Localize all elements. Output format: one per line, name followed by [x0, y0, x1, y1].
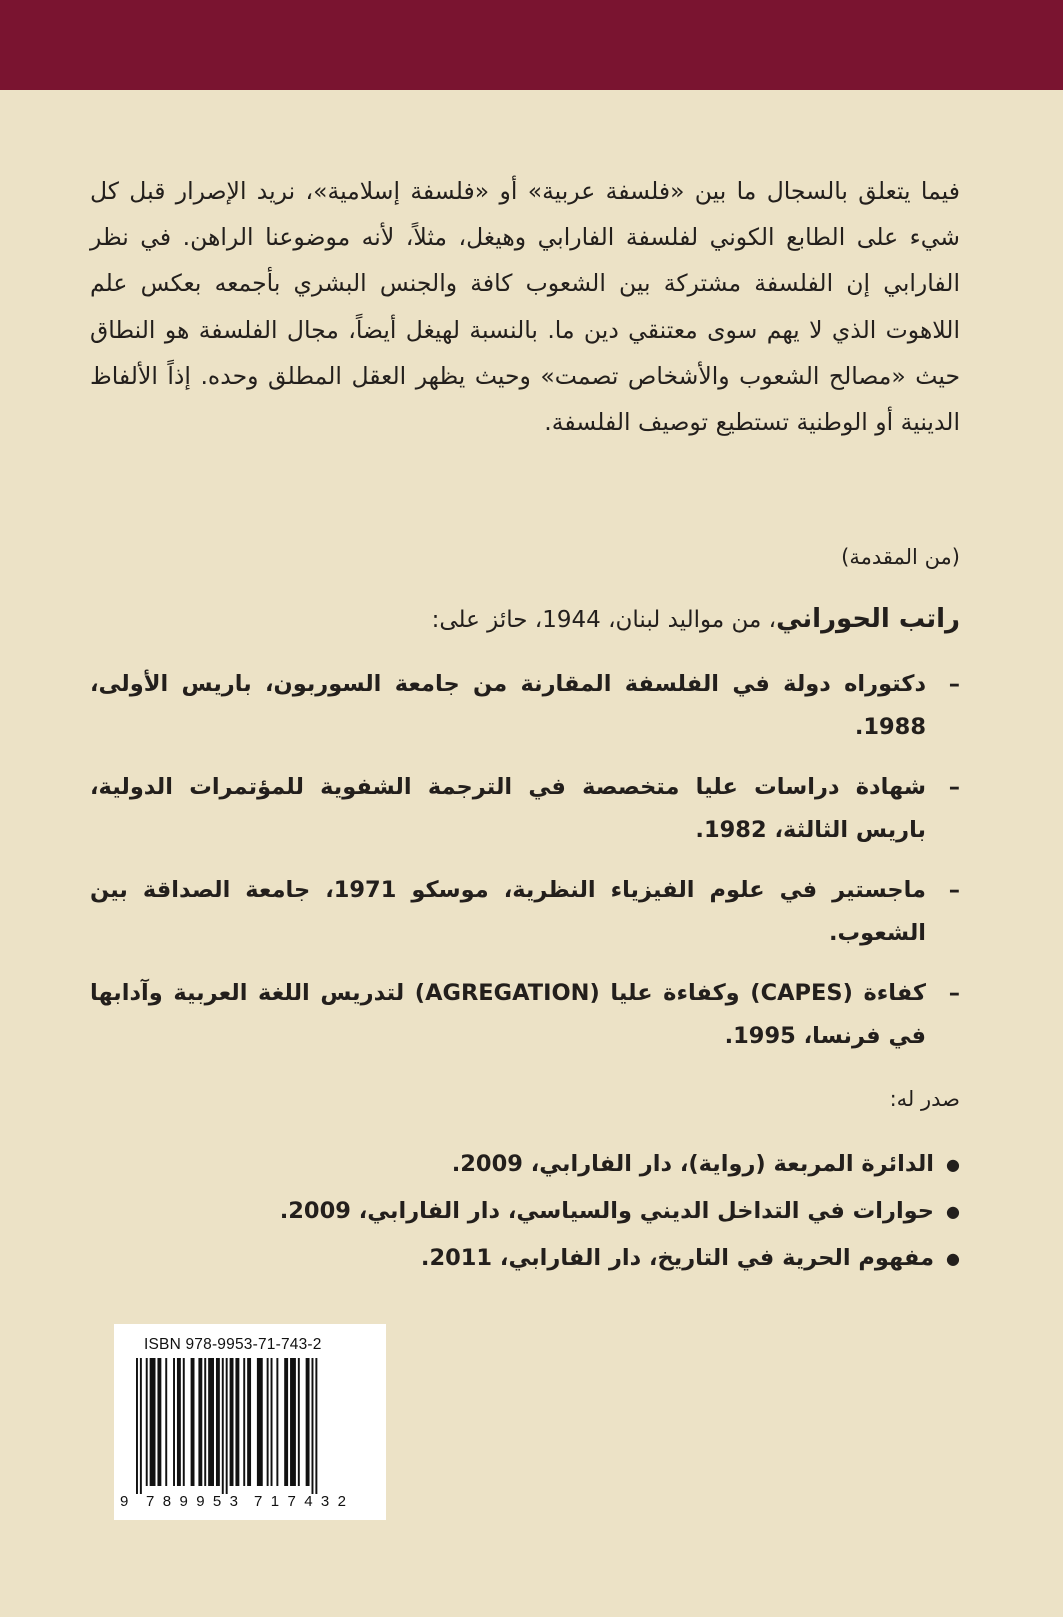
work-title: الدائرة المربعة (رواية)، دار الفارابي، 2009.	[451, 1151, 934, 1177]
qualifications-list	[90, 663, 960, 1075]
author-intro: ، من مواليد لبنان، 1944، حائز على:	[431, 607, 777, 633]
barcode-bar	[284, 1358, 288, 1486]
barcode-bars	[136, 1358, 317, 1494]
isbn-barcode	[114, 1324, 386, 1520]
bullet-icon: ●	[946, 1249, 960, 1268]
list-dash: –	[948, 980, 960, 1006]
top-color-band	[0, 0, 1063, 90]
work-item	[90, 1141, 960, 1188]
barcode-bar	[290, 1358, 296, 1486]
qualification-text: كفاءة (CAPES) وكفاءة عليا (AGREGATION) لتدريس اللغة العربية وآدابها في فرنسا، 1995.	[90, 980, 926, 1049]
barcode-bar	[183, 1358, 185, 1486]
barcode-bar	[243, 1358, 245, 1486]
qualification-item	[90, 972, 960, 1058]
works-label: صدر له:	[889, 1087, 960, 1111]
list-dash: –	[948, 671, 960, 697]
barcode-bar	[150, 1358, 156, 1486]
barcode-bar	[216, 1358, 220, 1486]
qualification-item	[90, 869, 960, 955]
barcode-bar	[267, 1358, 269, 1486]
barcode-graphic	[114, 1324, 386, 1520]
barcode-bar	[157, 1358, 161, 1486]
barcode-bar	[306, 1358, 310, 1486]
barcode-bar	[226, 1358, 228, 1494]
barcode-bar	[247, 1358, 251, 1486]
work-item	[90, 1188, 960, 1235]
barcode-bar	[271, 1358, 273, 1486]
barcode-bar	[222, 1358, 224, 1494]
list-dash: –	[948, 877, 960, 903]
barcode-bar	[230, 1358, 234, 1486]
author-bio-heading	[90, 604, 960, 634]
barcode-bar	[177, 1358, 181, 1486]
qualification-text: شهادة دراسات عليا متخصصة في الترجمة الشفوية للمؤتمرات الدولية، باريس الثالثة، 1982.	[90, 774, 926, 843]
barcode-bar	[173, 1358, 175, 1486]
barcode-bar	[204, 1358, 206, 1486]
work-title: مفهوم الحرية في التاريخ، دار الفارابي، 2011.	[420, 1245, 934, 1271]
barcode-bar	[140, 1358, 142, 1494]
work-item	[90, 1235, 960, 1282]
barcode-bar	[276, 1358, 278, 1486]
barcode-bar	[198, 1358, 202, 1486]
barcode-bar	[298, 1358, 300, 1486]
barcode-bar	[136, 1358, 138, 1494]
qualification-item	[90, 766, 960, 852]
work-title: حوارات في التداخل الديني والسياسي، دار الفارابي، 2009.	[279, 1198, 934, 1224]
qualification-item	[90, 663, 960, 749]
barcode-left-digits: 789953	[146, 1493, 238, 1510]
bullet-icon: ●	[946, 1202, 960, 1221]
barcode-bar	[208, 1358, 214, 1486]
barcode-bar	[235, 1358, 239, 1486]
intro-paragraph: فيما يتعلق بالسجال ما بين «فلسفة عربية» أو «فلسفة إسلامية»، نريد الإصرار قبل كل شيء على الطابع الكوني لفلسفة الفارابي وهيغل، مثلاً، لأنه موضوعنا الراهن. في نظر الفارابي إن الفلسفة مشتركة بين الشعوب كافة والجنس البشري بأجمعه بعكس علم اللاهوت الذي لا يهم سوى معتنقي دين ما. بالنسبة لهيغل أيضاً، مجال الفلسفة هو النطاق حيث «مصالح الشعوب والأشخاص تصمت» وحيث يظهر العقل المطلق وحده. إذاً الألفاظ الدينية أو الوطنية تستطيع توصيف الفلسفة.	[90, 177, 960, 437]
barcode-bar	[146, 1358, 148, 1486]
isbn-label: ISBN 978-9953-71-743-2	[144, 1336, 322, 1353]
author-name: راتب الحوراني	[776, 604, 960, 634]
works-list	[90, 1141, 960, 1282]
qualification-text: دكتوراه دولة في الفلسفة المقارنة من جامعة السوربون، باريس الأولى، 1988.	[90, 671, 926, 740]
barcode-first-digit: 9	[120, 1493, 129, 1510]
barcode-bar	[165, 1358, 167, 1486]
list-dash: –	[948, 774, 960, 800]
qualification-text: ماجستير في علوم الفيزياء النظرية، موسكو 1971، جامعة الصداقة بين الشعوب.	[90, 877, 926, 946]
bullet-icon: ●	[946, 1155, 960, 1174]
barcode-bar	[315, 1358, 317, 1494]
source-note: (من المقدمة)	[841, 545, 960, 569]
barcode-bar	[257, 1358, 263, 1486]
barcode-bar	[191, 1358, 195, 1486]
barcode-right-digits: 717432	[254, 1493, 346, 1510]
barcode-bar	[312, 1358, 314, 1494]
